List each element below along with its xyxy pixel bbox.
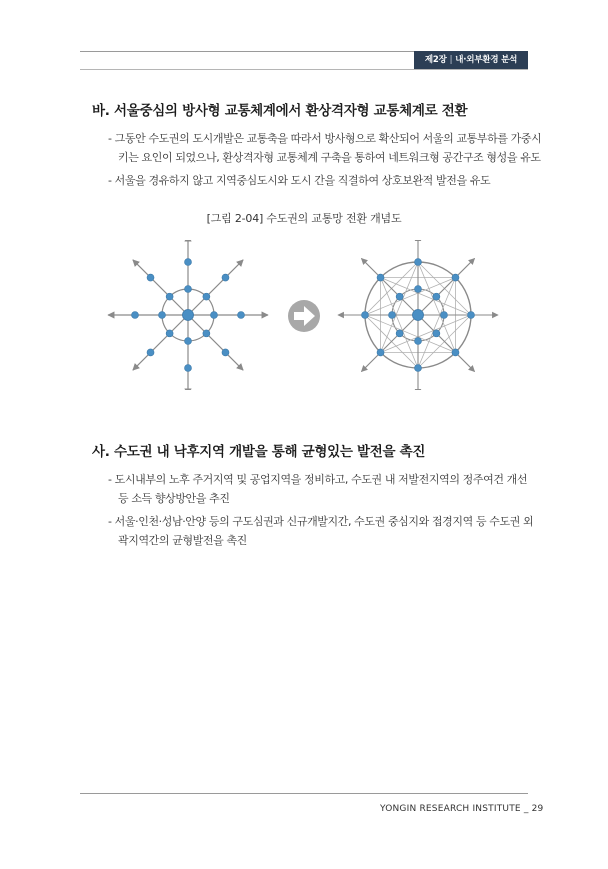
outer-node [377,349,384,356]
bullet-line: - 도시내부의 노후 주거지역 및 공업지역을 정비하고, 수도권 내 저발전지역의 정주여건 개선 [108,473,528,486]
inner-node [166,330,173,337]
section-sa-bullet-2 [108,512,533,550]
radial-arrow [133,260,188,315]
outer-node [468,312,475,319]
bullet-line-continued: 곽지역간의 균형발전을 촉진 [118,534,247,547]
outer-node [452,274,459,281]
outer-node [377,274,384,281]
ring-grid-network [338,240,498,390]
page-footer: YONGIN RESEARCH INSTITUTE _ 29 [380,804,544,814]
bullet-line: - 그동안 수도권의 도시개발은 교통축을 따라서 방사형으로 확산되어 서울의 교통부하를 가중시 [108,132,542,145]
center-node [183,310,194,321]
outer-node [222,274,229,281]
radial-arrow [361,258,418,315]
inner-node [433,330,440,337]
outer-node [362,312,369,319]
outer-node [185,365,192,372]
inner-node [185,286,192,293]
inner-node [441,312,448,319]
outer-node [238,312,245,319]
network-transition-diagram [100,240,500,390]
section-title-ba: 바. 서울중심의 방사형 교통체계에서 환상격자형 교통체계로 전환 [92,103,468,119]
outer-node [147,349,154,356]
outer-node [452,349,459,356]
inner-node [396,293,403,300]
radial-arrow [361,315,418,372]
inner-node [396,330,403,337]
outer-node [185,259,192,266]
radial-network [108,240,268,390]
inner-node [203,330,210,337]
section-ba-bullet-1 [108,129,541,167]
radial-arrow [418,315,475,372]
bullet-line: - 서울·인천·성남·안양 등의 구도심권과 신규개발지간, 수도권 중심지와 접경지역 등 수도권 외 [108,515,534,528]
inner-node [389,312,396,319]
bullet-line-continued: 키는 요인이 되었으나, 환상격자형 교통체계 구축을 통하여 네트워크형 공간구조 형성을 유도 [118,151,541,164]
chapter-separator: | [449,55,453,65]
chapter-section-label: 내·외부환경 분석 [455,55,518,65]
inner-node [185,338,192,345]
radial-arrow [188,260,243,315]
radial-arrow [418,258,475,315]
section-ba-bullet-2 [108,171,490,190]
bullet-line-continued: 등 소득 향상방안을 추진 [118,492,230,505]
transition-arrow-icon [288,300,320,332]
inner-node [415,338,422,345]
inner-node [415,286,422,293]
figure-caption: [그림 2-04] 수도권의 교통망 전환 개념도 [206,212,402,225]
radial-arrow [133,315,188,370]
outer-node [415,365,422,372]
outer-node [132,312,139,319]
inner-node [166,293,173,300]
footer-rule [80,793,528,794]
header-rule-bottom [80,69,528,70]
inner-node [159,312,166,319]
inner-node [211,312,218,319]
outer-node [415,259,422,266]
bullet-line: - 서울을 경유하지 않고 지역중심도시와 도시 간을 직결하여 상호보완적 발전을 유도 [108,174,491,187]
section-sa-bullet-1 [108,470,527,508]
center-node [413,310,424,321]
outer-node [147,274,154,281]
radial-arrow [188,315,243,370]
inner-node [203,293,210,300]
chapter-label: 제2장 [424,55,447,65]
section-title-sa: 사. 수도권 내 낙후지역 개발을 통해 균형있는 발전을 촉진 [92,444,426,460]
inner-node [433,293,440,300]
chapter-tab [414,51,528,69]
outer-node [222,349,229,356]
